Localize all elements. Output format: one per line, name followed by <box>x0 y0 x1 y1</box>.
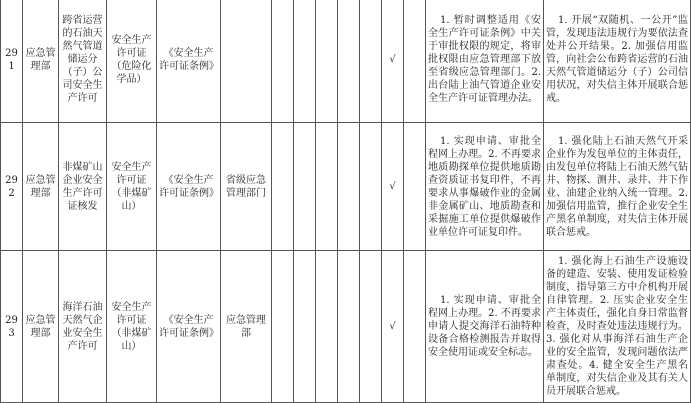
empty-cell <box>272 0 294 123</box>
empty-cell <box>316 251 338 403</box>
table-row <box>1 251 691 403</box>
check-mark: √ <box>382 123 404 251</box>
approval-authority-cell <box>221 0 272 123</box>
check-mark: √ <box>382 0 404 123</box>
empty-cell <box>316 123 338 251</box>
license-name-cell: 安全生产许可证（非煤矿山） <box>107 123 157 251</box>
legal-basis-cell: 《安全生产许可证条例》 <box>157 251 221 403</box>
reform-measures-cell: 1. 暂时调整适用《安全生产许可证条例》中关于审批权限的规定，将审批权限由应急管理部下放至省级应急管理部门。2. 出台陆上油气管道企业安全生产许可证管理办法。 <box>426 0 544 123</box>
department-cell: 应急管理部 <box>23 0 59 123</box>
approval-authority-cell: 应急管理部 <box>221 251 272 403</box>
empty-cell <box>404 251 426 403</box>
item-name-cell: 跨省运营的石油天然气管道储运分（子）公司安全生产许可 <box>59 0 107 123</box>
supervision-measures-cell: 1. 开展“双随机、一公开”监管，发现违法违规行为要依法查处并公开结果。2. 加强信用监管，向社会公布跨省运营的石油天然气管道储运分（子）公司信用状况，对失信主体开展联合惩戒。 <box>544 0 691 123</box>
empty-cell <box>338 0 360 123</box>
empty-cell <box>360 0 382 123</box>
empty-cell <box>338 251 360 403</box>
empty-cell <box>272 123 294 251</box>
empty-cell <box>294 251 316 403</box>
empty-cell <box>294 0 316 123</box>
department-cell: 应急管理部 <box>23 123 59 251</box>
supervision-measures-cell: 1. 强化陆上石油天然气开采企业作为发包单位的主体责任，由发包单位将陆上石油天然气钻井、物探、测井、录井、井下作业、油建企业纳入统一管理。2. 加强信用监管，推行企业安全生产黑名单制度，对失信主体开展联合惩戒。 <box>544 123 691 251</box>
item-name-cell: 海洋石油天然气企业安全生产许可 <box>59 251 107 403</box>
department-cell: 应急管理部 <box>23 251 59 403</box>
empty-cell <box>360 251 382 403</box>
empty-cell <box>272 251 294 403</box>
table-row <box>1 0 691 123</box>
legal-basis-cell: 《安全生产许可证条例》 <box>157 123 221 251</box>
row-number: 293 <box>1 251 23 403</box>
legal-basis-cell: 《安全生产许可证条例》 <box>157 0 221 123</box>
empty-cell <box>316 0 338 123</box>
row-number: 292 <box>1 123 23 251</box>
reform-measures-cell: 1. 实现申请、审批全程网上办理。2. 不再要求地质勘探单位提供地质勘查资质证书复印件，不再要求从事爆破作业的金属非金属矿山、地质勘查和采掘施工单位提供爆破作业单位许可证复印件。 <box>426 123 544 251</box>
empty-cell <box>360 123 382 251</box>
empty-cell <box>338 123 360 251</box>
supervision-measures-cell: 1. 强化海上石油生产设施设备的建造、安装、使用发证检验制度，指导第三方中介机构开展自律管理。2. 压实企业安全生产主体责任，强化自身日常监督检查，及时查处违法违规行为。3. 强化对从事海洋石油生产企业的安全监管，发现问题依法严肃查处。4. 健全安全生产黑名单制度，对失信企业及其有关人员开展联合惩戒。 <box>544 251 691 403</box>
license-name-cell: 安全生产许可证（非煤矿山） <box>107 251 157 403</box>
check-mark: √ <box>382 251 404 403</box>
empty-cell <box>294 123 316 251</box>
item-name-cell: 非煤矿山企业安全生产许可证核发 <box>59 123 107 251</box>
license-name-cell: 安全生产许可证（危险化学品） <box>107 0 157 123</box>
empty-cell <box>404 0 426 123</box>
approval-authority-cell: 省级应急管理部门 <box>221 123 272 251</box>
row-number: 291 <box>1 0 23 123</box>
reform-measures-cell: 1. 实现申请、审批全程网上办理。2. 不再要求申请人提交海洋石油特种设备合格检测报告并取得安全使用证或安全标志。 <box>426 251 544 403</box>
table-row <box>1 123 691 251</box>
empty-cell <box>404 123 426 251</box>
